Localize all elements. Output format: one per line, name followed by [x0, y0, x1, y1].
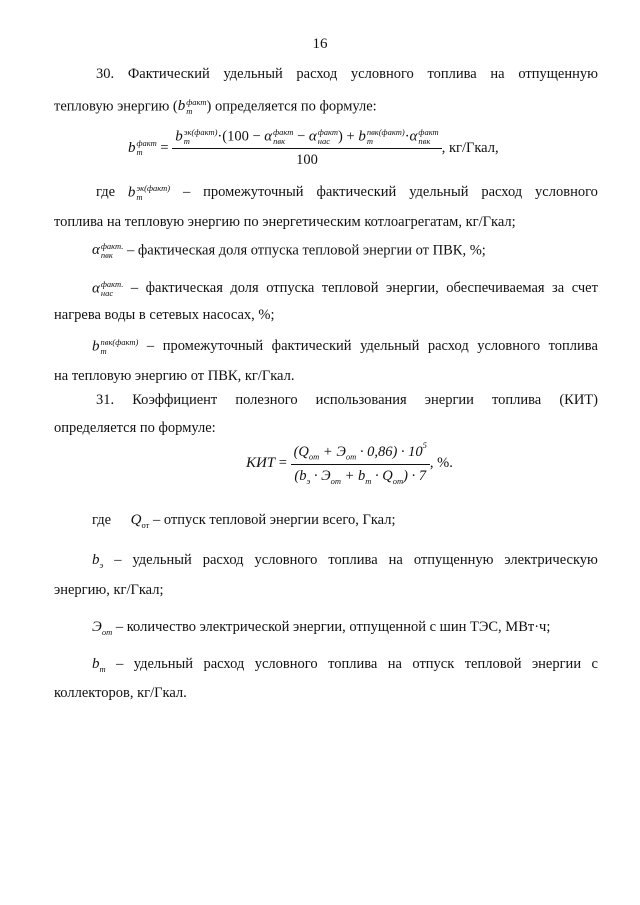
p30-line1 — [96, 66, 598, 83]
formula-b-fact: b факт т = b эк(факт) т ·(100 − α факт пвк − α факт нас ) + b пвк(факт) т ·α факт пвк 100 , кг/Гкал, — [128, 127, 499, 168]
formula2-fraction — [291, 442, 430, 486]
def-e-ot: $Э_{от}$ – количество электрической энергии, отпущенной с шин ТЭС, МВт·ч; — [92, 619, 551, 637]
e-ot-symbol: $Э_{от}$ — [92, 619, 113, 637]
word: условного — [350, 66, 414, 82]
b-pvk-symbol: b пвк(факт) т — [92, 337, 139, 356]
b-t-symbol: $b_т$ — [92, 656, 106, 674]
formula-kit: КИТ = $\frac{(Q_{от} + Э_{от} \cdot 0,86) \cdot 10^5}{(b_э \cdot Э_{от} + b_т \cdot Q_{от}) \cdot 7}$ , %. — [246, 440, 453, 486]
def-b-pvk-line1: b пвк(факт) т – промежуточный фактический удельный расход условного топлива — [92, 337, 598, 356]
word: топлива — [427, 66, 477, 82]
formula2-denominator: $(b_э \cdot Э_{от} + b_т \cdot Q_{от}) \cdot 7$ — [294, 467, 427, 486]
formula2-lhs: КИТ — [246, 455, 276, 472]
word: 30. — [96, 66, 115, 82]
def-b-pvk-line2: на тепловую энергию от ПВК, кг/Гкал. — [54, 368, 295, 384]
def-b-t-line1: $b_т$ – удельный расход условного топлива на отпуск тепловой энергии с — [92, 656, 598, 674]
formula1-numerator: b эк(факт) т ·(100 − α факт пвк − α факт нас ) + b пвк(факт) т ·α факт пвк — [172, 128, 441, 149]
word: на — [490, 66, 505, 82]
word: расход — [296, 66, 338, 82]
def-b-ek-line1: где b эк(факт) т – промежуточный фактический удельный расход условного — [96, 183, 598, 202]
alpha-nas-symbol: α факт. нас — [92, 279, 124, 298]
formula2-numerator: $(Q_{от} + Э_{от} \cdot 0,86) \cdot 10^5$ — [291, 442, 430, 465]
b-ek-symbol: b эк(факт) т — [127, 183, 171, 202]
alpha-pvk-symbol: α факт. пвк — [92, 241, 124, 260]
def-alpha-nas-line1: α факт. нас – фактическая доля отпуска тепловой энергии, обеспечиваемая за счет — [92, 279, 598, 298]
formula1-lhs: b факт т — [128, 138, 157, 158]
p31-line1: 31. Коэффициент полезного использования энергии топлива (КИТ) — [96, 392, 598, 408]
def-alpha-nas-line2: нагрева воды в сетевых насосах, %; — [54, 307, 275, 323]
formula2-unit: , %. — [429, 455, 453, 472]
b-e-symbol: $b_э$ — [92, 552, 104, 570]
formula1-fraction — [172, 128, 441, 169]
q-ot-symbol: $Q_{от}$ — [130, 512, 150, 530]
def-b-e-line2: энергию, кг/Гкал; — [54, 582, 164, 598]
word: отпущенную — [518, 66, 598, 82]
p31-line2: определяется по формуле: — [54, 420, 216, 436]
def-b-e-line1: $b_э$ – удельный расход условного топлива на отпущенную электрическую — [92, 552, 598, 570]
word: Фактический — [127, 66, 210, 82]
def-q-ot: где $Q_{от}$ – отпуск тепловой энергии всего, Гкал; — [92, 512, 396, 530]
word: удельный — [223, 66, 283, 82]
page-number: 16 — [312, 36, 328, 52]
b-fact-symbol: b факт т — [177, 97, 207, 116]
def-alpha-pvk: α факт. пвк – фактическая доля отпуска тепловой энергии от ПВК, %; — [92, 241, 486, 260]
formula1-denominator: 100 — [296, 152, 318, 168]
formula1-unit: , кг/Гкал, — [441, 139, 499, 156]
def-b-t-line2: коллекторов, кг/Гкал. — [54, 685, 187, 701]
def-b-ek-line2: топлива на тепловую энергию по энергетическим котлоагрегатам, кг/Гкал; — [54, 214, 516, 230]
p30-line2: тепловую энергию (b факт т ) определяется по формуле: — [54, 97, 377, 116]
